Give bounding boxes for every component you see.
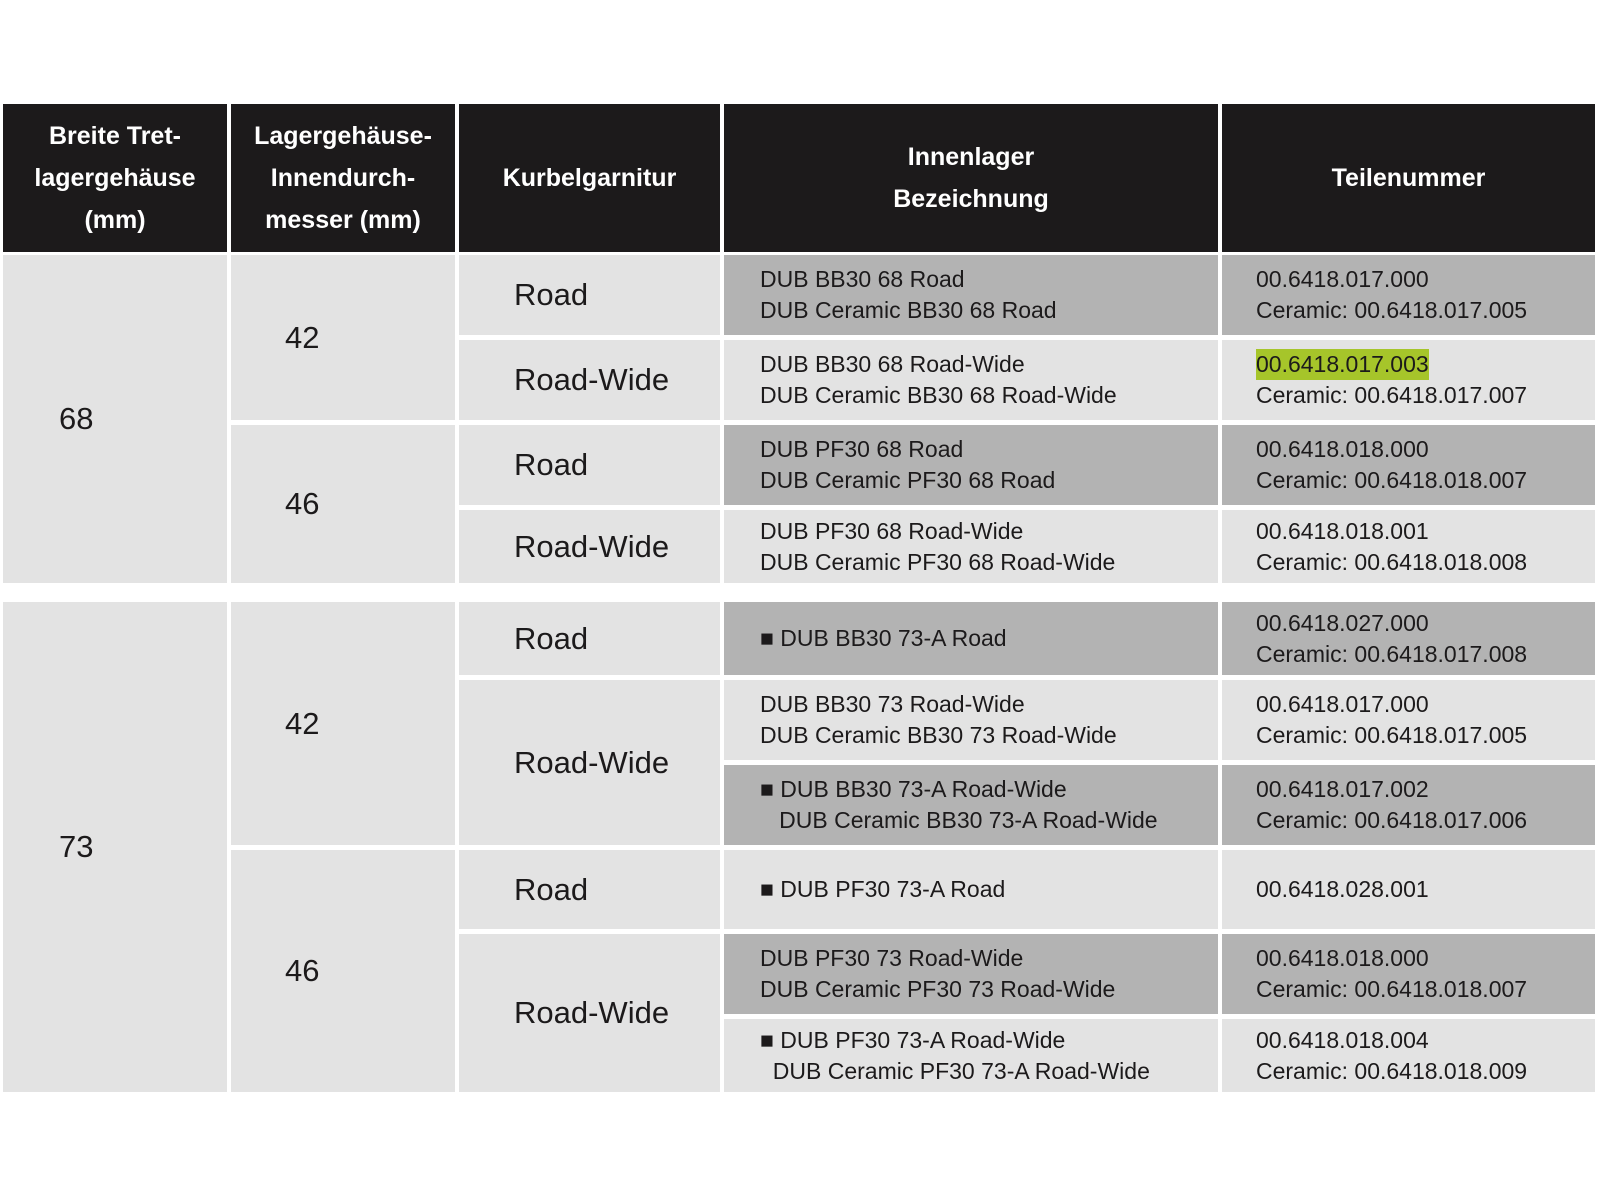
crankset-cell xyxy=(459,425,720,505)
part-number: 00.6418.028.001 xyxy=(1256,876,1429,902)
highlighted-part-number: 00.6418.017.003 xyxy=(1256,349,1429,380)
diameter-value: 42 xyxy=(285,319,320,355)
bottom-bracket-cell xyxy=(724,765,1218,845)
header-label: Kurbelgarnitur xyxy=(502,164,677,192)
diameter-cell xyxy=(231,602,455,845)
part-number: 00.6418.018.000 xyxy=(1256,436,1429,462)
diameter-value: 46 xyxy=(285,486,320,521)
bottom-bracket-name: DUB BB30 68 Road xyxy=(760,266,965,292)
part-number: Ceramic: 00.6418.018.007 xyxy=(1256,976,1528,1002)
width-cell xyxy=(3,255,227,583)
width-cell xyxy=(3,602,227,1092)
crankset-name: Road-Wide xyxy=(514,995,670,1030)
part-number: 00.6418.018.004 xyxy=(1256,1026,1429,1053)
crankset-name: Road-Wide xyxy=(514,744,670,780)
width-value: 73 xyxy=(59,829,94,864)
part-number-cell xyxy=(1222,255,1595,335)
crankset-cell xyxy=(459,340,720,420)
bottom-bracket-name: DUB Ceramic PF30 73-A Road-Wide xyxy=(760,1057,1150,1084)
header-3 xyxy=(724,104,1218,252)
part-number: Ceramic: 00.6418.017.005 xyxy=(1256,722,1528,748)
part-number: 00.6418.018.001 xyxy=(1256,517,1429,544)
bottom-bracket-cell xyxy=(724,1019,1218,1092)
part-number-cell xyxy=(1222,602,1595,675)
bottom-bracket-name: DUB PF30 73 Road-Wide xyxy=(760,945,1024,971)
bottom-bracket-cell xyxy=(724,255,1218,335)
part-number-cell xyxy=(1222,850,1595,929)
bottom-bracket-name: DUB Ceramic BB30 73-A Road-Wide xyxy=(760,807,1158,833)
part-number-cell xyxy=(1222,934,1595,1014)
part-number-cell xyxy=(1222,340,1595,420)
bottom-bracket-cell xyxy=(724,510,1218,583)
crankset-cell xyxy=(459,680,720,845)
part-number-cell xyxy=(1222,680,1595,760)
diameter-cell xyxy=(231,850,455,1092)
bottom-bracket-name: ■ DUB BB30 73-A Road-Wide xyxy=(760,776,1067,802)
diameter-cell xyxy=(231,425,455,583)
header-0 xyxy=(3,104,227,252)
bottom-bracket-name: ■ DUB PF30 73-A Road-Wide xyxy=(760,1026,1066,1053)
part-number: Ceramic: 00.6418.017.007 xyxy=(1256,382,1528,408)
crankset-cell xyxy=(459,602,720,675)
part-number: 00.6418.027.000 xyxy=(1256,609,1429,636)
crankset-cell xyxy=(459,255,720,335)
crankset-name: Road xyxy=(514,277,589,312)
diameter-value: 42 xyxy=(285,705,320,741)
bottom-bracket-cell xyxy=(724,850,1218,929)
crankset-name: Road xyxy=(514,620,589,656)
bottom-bracket-name: DUB Ceramic BB30 68 Road-Wide xyxy=(760,382,1117,408)
crankset-cell xyxy=(459,934,720,1092)
header-label: Breite Tret- lagergehäuse (mm) xyxy=(34,122,196,234)
header-label: Innenlager Bezeichnung xyxy=(893,143,1049,213)
part-number: 00.6418.017.002 xyxy=(1256,776,1429,802)
part-number-cell xyxy=(1222,510,1595,583)
width-value: 68 xyxy=(59,401,94,436)
part-number: Ceramic: 00.6418.018.008 xyxy=(1256,548,1528,575)
part-number: Ceramic: 00.6418.018.009 xyxy=(1256,1057,1528,1084)
bottom-bracket-cell xyxy=(724,680,1218,760)
bottom-bracket-name: DUB PF30 68 Road-Wide xyxy=(760,517,1024,544)
part-number-cell xyxy=(1222,1019,1595,1092)
crankset-name: Road-Wide xyxy=(514,528,670,564)
bottom-bracket-cell xyxy=(724,934,1218,1014)
bottom-bracket-name: DUB Ceramic PF30 73 Road-Wide xyxy=(760,976,1116,1002)
bottom-bracket-name: ■ DUB BB30 73-A Road xyxy=(760,625,1007,651)
header-2 xyxy=(459,104,720,252)
header-4 xyxy=(1222,104,1595,252)
part-number: 00.6418.017.000 xyxy=(1256,691,1429,717)
bottom-bracket-cell xyxy=(724,340,1218,420)
header-label: Teilenummer xyxy=(1331,164,1486,192)
diameter-value: 46 xyxy=(285,953,320,988)
part-number: Ceramic: 00.6418.018.007 xyxy=(1256,467,1528,493)
bottom-bracket-cell xyxy=(724,602,1218,675)
bottom-bracket-name: DUB Ceramic PF30 68 Road xyxy=(760,467,1056,493)
part-number: 00.6418.018.000 xyxy=(1256,945,1429,971)
bottom-bracket-name: DUB Ceramic PF30 68 Road-Wide xyxy=(760,548,1116,575)
part-number-cell xyxy=(1222,425,1595,505)
header-1 xyxy=(231,104,455,252)
bottom-bracket-name: DUB Ceramic BB30 73 Road-Wide xyxy=(760,722,1117,748)
header-label: Lagergehäuse- Innendurch- messer (mm) xyxy=(254,122,432,234)
crankset-name: Road-Wide xyxy=(514,362,670,397)
crankset-name: Road xyxy=(514,871,589,907)
bottom-bracket-name: DUB BB30 73 Road-Wide xyxy=(760,691,1025,717)
diameter-cell xyxy=(231,255,455,420)
part-number: Ceramic: 00.6418.017.006 xyxy=(1256,807,1528,833)
part-number: 00.6418.017.000 xyxy=(1256,266,1429,292)
bottom-bracket-name: ■ DUB PF30 73-A Road xyxy=(760,876,1006,902)
part-number: Ceramic: 00.6418.017.005 xyxy=(1256,297,1528,323)
bottom-bracket-name: DUB PF30 68 Road xyxy=(760,436,964,462)
bottom-bracket-name: DUB Ceramic BB30 68 Road xyxy=(760,297,1057,323)
crankset-cell xyxy=(459,850,720,929)
crankset-name: Road xyxy=(514,447,589,482)
part-number-cell xyxy=(1222,765,1595,845)
crankset-cell xyxy=(459,510,720,583)
bottom-bracket-cell xyxy=(724,425,1218,505)
bottom-bracket-name: DUB BB30 68 Road-Wide xyxy=(760,351,1025,377)
part-number: Ceramic: 00.6418.017.008 xyxy=(1256,640,1528,667)
